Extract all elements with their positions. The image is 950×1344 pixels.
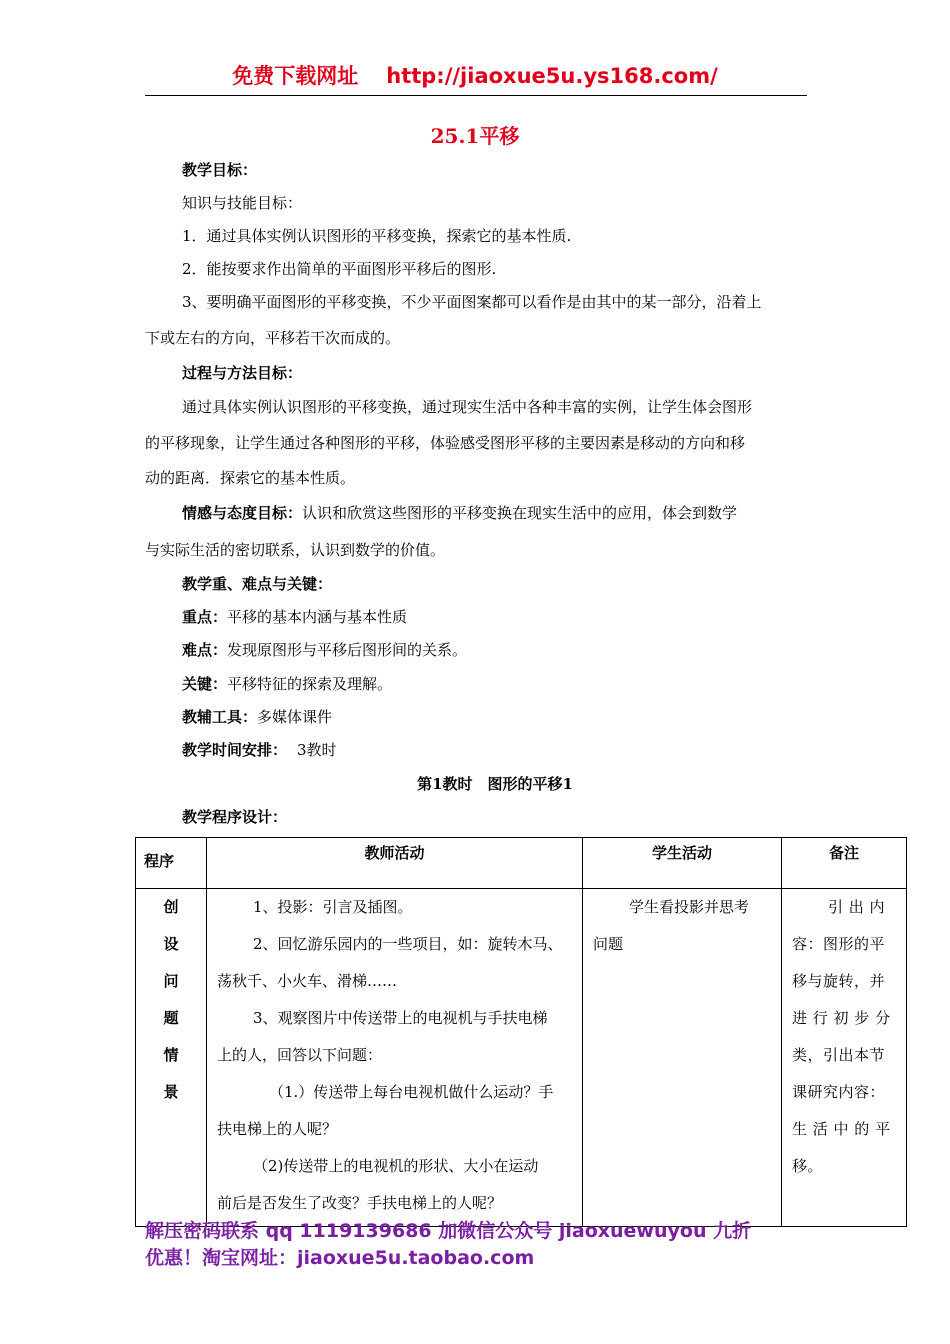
teacher-line: 前后是否发生了改变？手扶电梯上的人呢？ [217, 1194, 503, 1212]
teacher-activity-cell [207, 889, 583, 1227]
footer-promo [145, 1218, 825, 1272]
footer-line-2[interactable]: 优惠！淘宝网址：jiaoxue5u.taobao.com [145, 1247, 535, 1269]
teacher-line: 扶电梯上的人呢？ [217, 1120, 338, 1138]
teacher-line: 上的人，回答以下问题： [217, 1046, 383, 1064]
emotion-goal [182, 503, 737, 523]
stage-char: 问 [163, 972, 179, 990]
tools-label: 教辅工具： [182, 708, 258, 726]
header-stage: 程序 [136, 838, 207, 889]
teacher-line: 荡秋千、小火车、滑梯…… [217, 972, 398, 990]
teacher-line: 1、投影：引言及插图。 [253, 898, 413, 916]
student-line: 问题 [593, 935, 624, 953]
site-name: 免费下载网址 [232, 64, 359, 88]
focus-label: 重点： [182, 608, 228, 626]
emotion-text-a: 认识和欣赏这些图形的平移变换在现实生活中的应用，体会到数学 [302, 504, 738, 522]
header-student: 学生活动 [583, 838, 782, 889]
time-line [182, 740, 337, 760]
student-line: 学生看投影并思考 [629, 898, 750, 916]
teacher-line: （2)传送带上的电视机的形状、大小在运动 [253, 1157, 539, 1175]
note-line: 引 出 内 [828, 898, 886, 916]
knowledge-item-3b: 下或左右的方向，平移若干次而成的。 [145, 329, 401, 347]
teacher-line: 2、回忆游乐园内的一些项目，如：旋转木马、 [253, 935, 563, 953]
process-heading: 过程与方法目标： [182, 364, 303, 382]
keypoints-heading: 教学重、难点与关键： [182, 575, 333, 593]
difficulty-line [182, 640, 467, 660]
emotion-text-b: 与实际生活的密切联系，认识到数学的价值。 [145, 541, 446, 559]
tools-text: 多媒体课件 [257, 708, 333, 726]
program-heading: 教学程序设计： [182, 808, 288, 826]
footer-line-1: 解压密码联系 qq 1119139686 加微信公众号 jiaoxuewuyou 九折 [145, 1220, 752, 1242]
header-divider [145, 95, 807, 96]
difficulty-label: 难点： [182, 641, 228, 659]
stage-cell [136, 889, 207, 1227]
time-text: 3教时 [297, 741, 337, 759]
stage-char: 题 [163, 1009, 179, 1027]
header-banner [0, 60, 950, 90]
tools-line [182, 707, 332, 727]
knowledge-item-1: 1．通过具体实例认识图形的平移变换，探索它的基本性质. [182, 227, 572, 245]
note-line: 类，引出本节 [792, 1046, 886, 1064]
note-line: 进 行 初 步 分 [792, 1009, 891, 1027]
header-note: 备注 [782, 838, 907, 889]
header-teacher: 教师活动 [207, 838, 583, 889]
note-line: 移与旋转，并 [792, 972, 886, 990]
emotion-heading: 情感与态度目标： [182, 504, 303, 522]
knowledge-item-2: 2．能按要求作出简单的平面图形平移后的图形. [182, 260, 497, 278]
table-header-row [136, 838, 907, 889]
stage-char: 设 [163, 935, 179, 953]
key-label: 关键： [182, 675, 228, 693]
site-url-link[interactable]: http://jiaoxue5u.ys168.com/ [386, 64, 718, 88]
focus-text: 平移的基本内涵与基本性质 [227, 608, 408, 626]
note-line: 移。 [792, 1157, 824, 1175]
table-row [136, 889, 907, 1227]
lesson-title: 第1教时 图形的平移1 [417, 775, 573, 793]
program-table [135, 837, 907, 1227]
page-title: 25.1平移 [430, 124, 520, 148]
note-cell [782, 889, 907, 1227]
note-line: 容：图形的平 [792, 935, 886, 953]
note-line: 生 活 中 的 平 [792, 1120, 891, 1138]
key-line [182, 674, 392, 694]
difficulty-text: 发现原图形与平移后图形间的关系。 [227, 641, 468, 659]
stage-char: 景 [163, 1083, 179, 1101]
knowledge-item-3a: 3、要明确平面图形的平移变换，不少平面图案都可以看作是由其中的某一部分，沿着上 [182, 293, 762, 311]
process-text-c: 动的距离．探索它的基本性质。 [145, 469, 356, 487]
key-text: 平移特征的探索及理解。 [227, 675, 393, 693]
time-label: 教学时间安排： [182, 741, 288, 759]
stage-char: 情 [163, 1046, 179, 1064]
teacher-line: （1.）传送带上每台电视机做什么运动？手 [269, 1083, 554, 1101]
process-text-a: 通过具体实例认识图形的平移变换，通过现实生活中各种丰富的实例，让学生体会图形 [182, 398, 753, 416]
stage-char: 创 [163, 898, 179, 916]
teacher-line: 3、观察图片中传送带上的电视机与手扶电梯 [253, 1009, 548, 1027]
focus-line [182, 607, 407, 627]
process-text-b: 的平移现象，让学生通过各种图形的平移，体验感受图形平移的主要因素是移动的方向和移 [145, 434, 746, 452]
note-line: 课研究内容： [792, 1083, 886, 1101]
goals-heading: 教学目标： [182, 161, 258, 179]
student-activity-cell [583, 889, 782, 1227]
knowledge-heading: 知识与技能目标： [182, 194, 303, 212]
